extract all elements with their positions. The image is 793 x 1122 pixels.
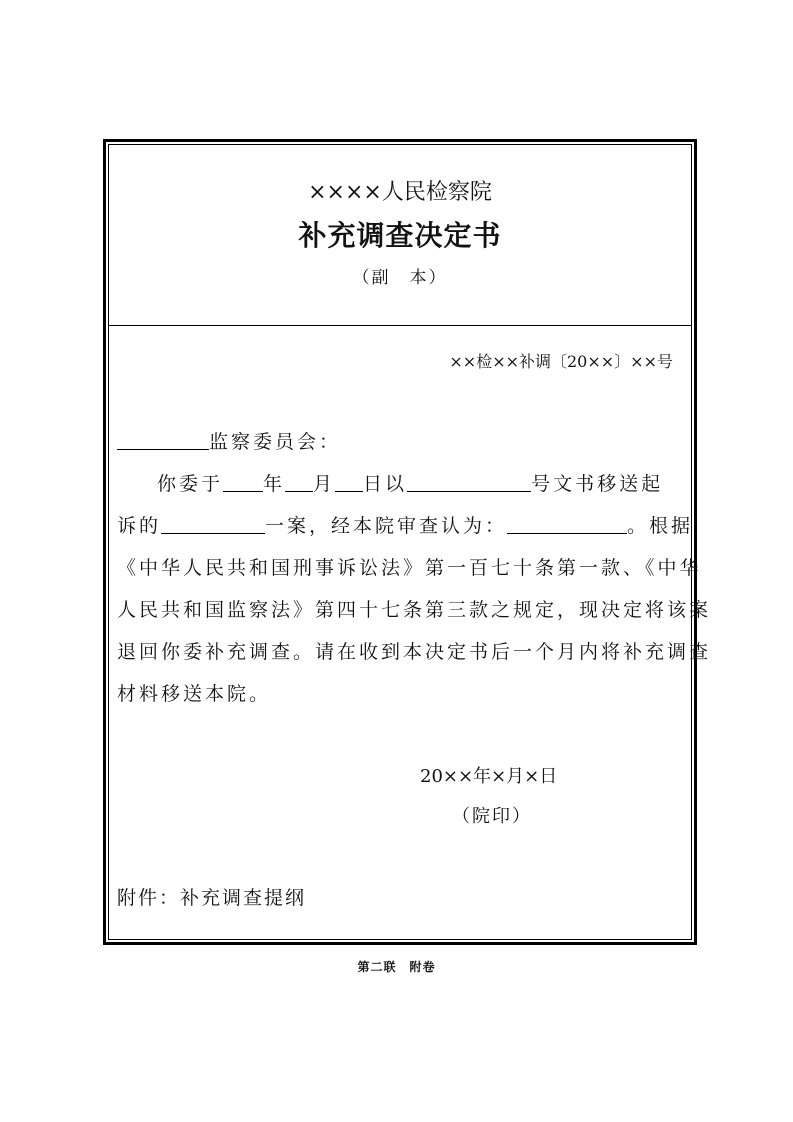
paragraph-line-1 <box>157 469 663 496</box>
document-title: 补充调查决定书 <box>298 219 502 252</box>
addressee-suffix: 监察委员会： <box>209 431 342 453</box>
addressee-blank <box>117 429 209 450</box>
p2-start: 诉的 <box>117 515 162 537</box>
document-number: ××检××补调〔20××〕××号 <box>449 352 673 371</box>
p1-month: 月 <box>313 473 336 495</box>
p1-start: 你委于 <box>157 473 224 495</box>
paragraph-line-6: 材料移送本院。 <box>117 683 272 705</box>
document-inner-border <box>108 144 712 940</box>
copy-label: （副 本） <box>352 268 448 288</box>
addressee-line <box>117 427 341 454</box>
attachment-line: 附件：补充调查提纲 <box>117 887 307 909</box>
reason-blank <box>507 513 627 534</box>
p2-mid: 一案，经本院审查认为： <box>265 515 508 537</box>
paragraph-line-2 <box>117 511 693 538</box>
seal-label: （院印） <box>452 806 532 827</box>
document-frame <box>103 139 712 945</box>
issue-date: 20××年×月×日 <box>420 766 558 787</box>
paragraph-line-4: 人民共和国监察法》第四十七条第三款之规定，现决定将该案 <box>117 599 712 621</box>
p1-day: 日以 <box>363 473 408 495</box>
p1-end: 号文书移送起 <box>531 473 664 495</box>
document-header <box>109 145 691 326</box>
case-name-blank <box>161 513 265 534</box>
paragraph-line-3: 《中华人民共和国刑事诉讼法》第一百七十条第一款、《中华 <box>117 557 702 579</box>
doc-number-blank <box>407 471 531 492</box>
day-blank <box>335 471 363 492</box>
p2-end: 。根据 <box>627 515 694 537</box>
year-blank <box>223 471 263 492</box>
procuratorate-name: ××××人民检察院 <box>308 180 492 205</box>
paragraph-line-5: 退回你委补充调查。请在收到本决定书后一个月内将补充调查 <box>117 641 712 663</box>
footer-copy-note: 第二联 附卷 <box>357 960 436 974</box>
month-blank <box>285 471 313 492</box>
p1-year: 年 <box>263 473 286 495</box>
